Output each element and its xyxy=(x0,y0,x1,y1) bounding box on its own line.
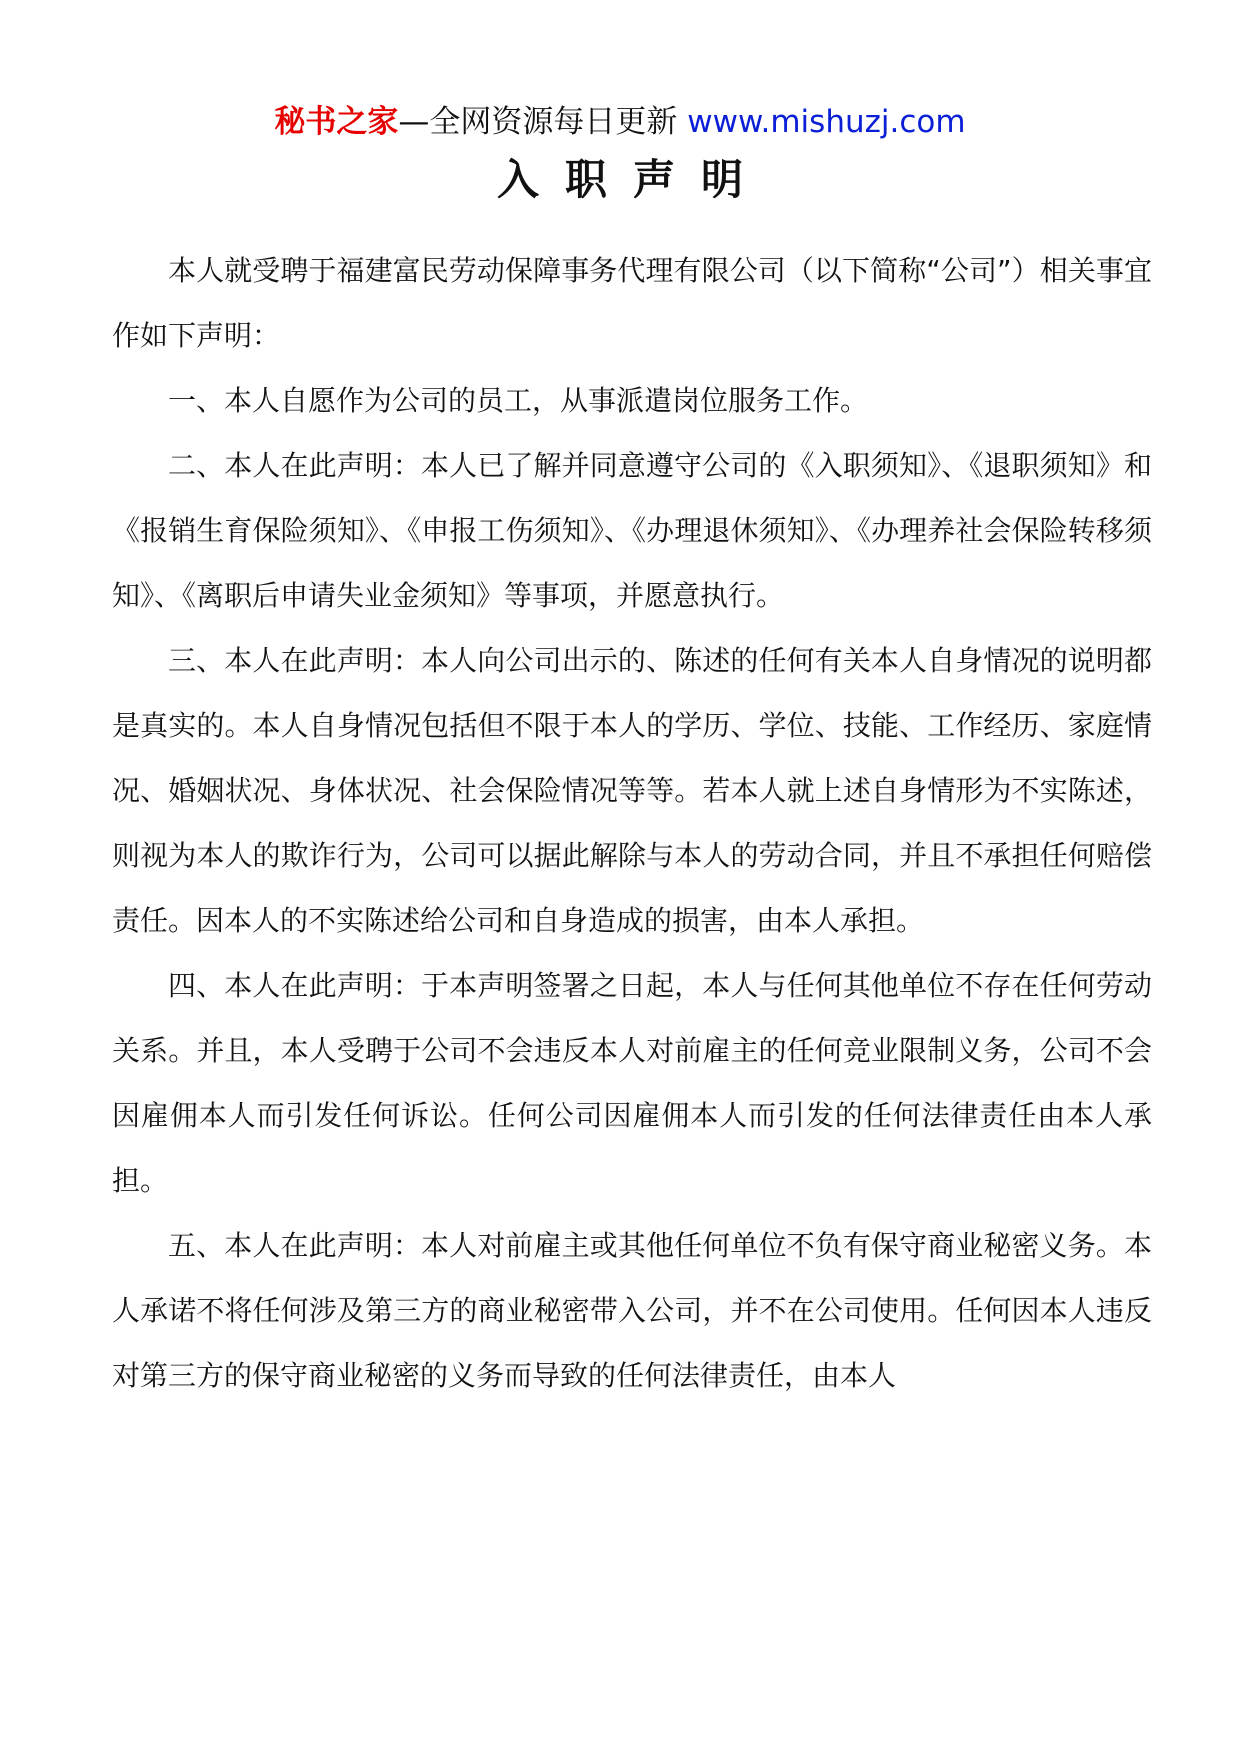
clause-4-paragraph: 四、本人在此声明：于本声明签署之日起，本人与任何其他单位不存在任何劳动关系。并且，本人受聘于公司不会违反本人对前雇主的任何竞业限制义务，公司不会因雇佣本人而引发任何诉讼。任何公司因雇佣本人而引发的任何法律责任由本人承担。 xyxy=(112,969,1152,1197)
clause-1-paragraph: 一、本人自愿作为公司的员工，从事派遣岗位服务工作。 xyxy=(168,384,869,417)
site-url-link[interactable]: www.mishuzj.com xyxy=(687,104,966,140)
document-body xyxy=(112,238,1152,1408)
brand-name: 秘书之家 xyxy=(274,104,399,140)
document-title: 入职声明 xyxy=(496,155,769,204)
clause-5-paragraph: 五、本人在此声明：本人对前雇主或其他任何单位不负有保守商业秘密义务。本人承诺不将任何涉及第三方的商业秘密带入公司，并不在公司使用。任何因本人违反对第三方的保守商业秘密的义务而导致的任何法律责任，由本人 xyxy=(112,1229,1152,1392)
intro-paragraph: 本人就受聘于福建富民劳动保障事务代理有限公司（以下简称“公司”）相关事宜作如下声明： xyxy=(112,254,1152,352)
clause-3-paragraph: 三、本人在此声明：本人向公司出示的、陈述的任何有关本人自身情况的说明都是真实的。本人自身情况包括但不限于本人的学历、学位、技能、工作经历、家庭情况、婚姻状况、身体状况、社会保险情况等等。若本人就上述自身情形为不实陈述，则视为本人的欺诈行为，公司可以据此解除与本人的劳动合同，并且不承担任何赔偿责任。因本人的不实陈述给公司和自身造成的损害，由本人承担。 xyxy=(112,644,1152,937)
watermark-header xyxy=(0,100,1240,144)
header-tagline: —全网资源每日更新 xyxy=(398,104,678,140)
clause-2-paragraph: 二、本人在此声明：本人已了解并同意遵守公司的《入职须知》、《退职须知》和《报销生育保险须知》、《申报工伤须知》、《办理退休须知》、《办理养社会保险转移须知》、《离职后申请失业金须知》等事项，并愿意执行。 xyxy=(112,449,1152,612)
